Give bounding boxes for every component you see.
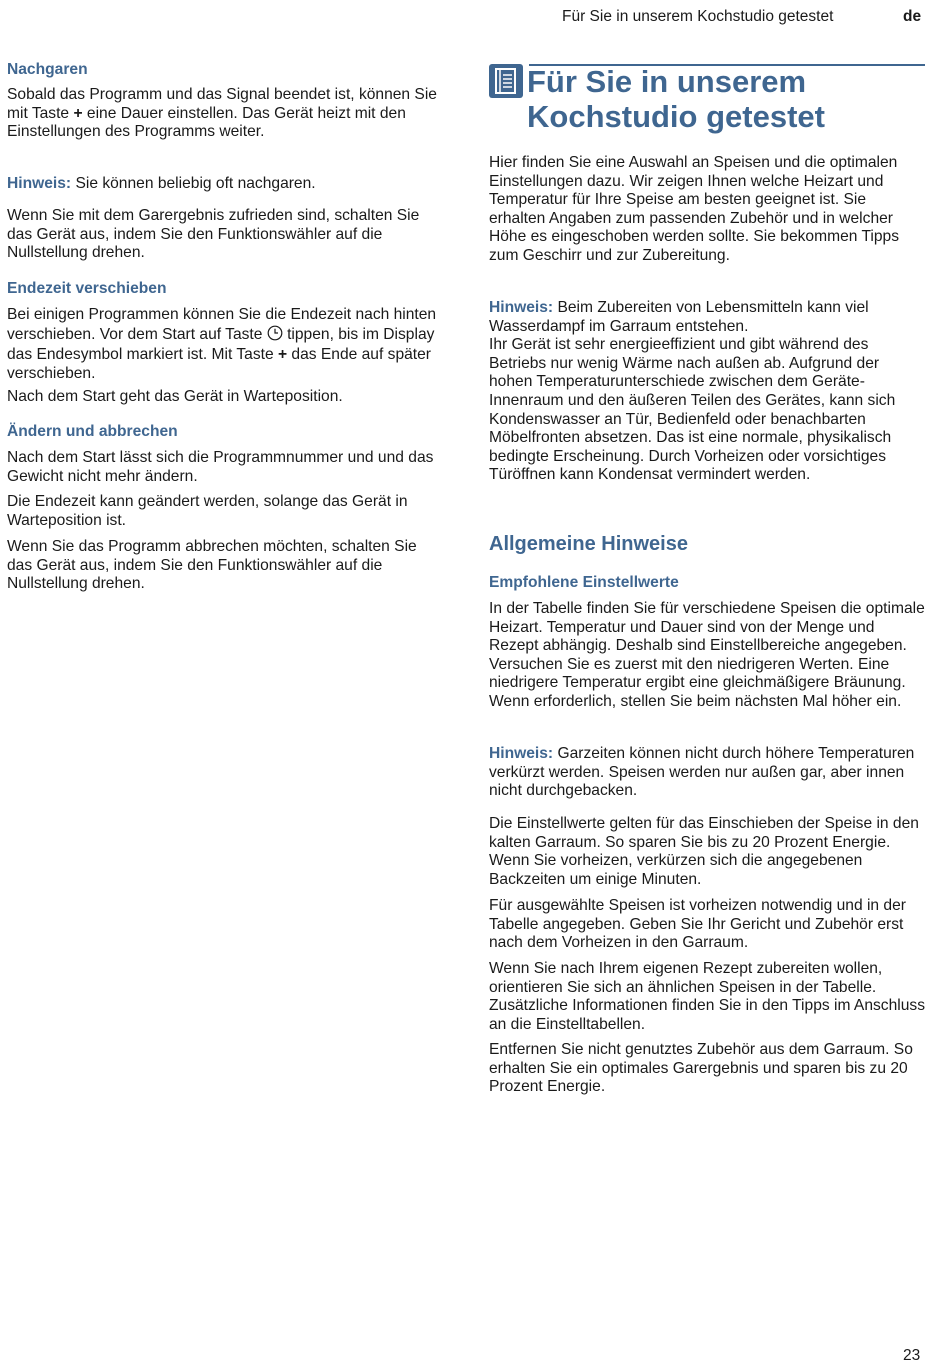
nachgaren-paragraph-2: Wenn Sie mit dem Garergebnis zufrieden sind, schalten Sie das Gerät aus, indem Sie den Funktionswähler auf die Nullstellung drehen. [7, 207, 420, 262]
section-title: Allgemeine Hinweise [489, 533, 688, 555]
page-number: 23 [903, 1347, 921, 1364]
language-code: de [903, 8, 922, 25]
sub-heading-einstellwerte: Empfohlene Einstellwerte [489, 574, 679, 591]
nachgaren-hint: Hinweis: Sie können beliebig oft nachgaren. [7, 175, 316, 192]
einstellwerte-paragraph-2: Die Einstellwerte gelten für das Einschieben der Speise in den kalten Garraum. So sparen Sie bis zu 20 Prozent Energie. Wenn Sie vorheizen, verkürzen sich die angegebenen Backzeiten um einige Minuten. [489, 815, 919, 888]
einstellwerte-paragraph-3: Für ausgewählte Speisen ist vorheizen notwendig und in der Tabelle angegeben. Geben Sie Ihr Gericht und Zubehör erst nach dem Vorheizen in den Garraum. [489, 897, 906, 952]
running-title: Für Sie in unserem Kochstudio getestet [562, 8, 834, 25]
hint-steam: Hinweis: Beim Zubereiten von Lebensmitteln kann viel Wasserdampf im Garraum entstehen. Ihr Gerät ist sehr energieeffizient und gibt während des Betriebs nur wenig Wärme nach außen ab. Aufgrund der hohen Temperaturunterschiede zwischen dem Geräte-Innenraum und den äußeren Teilen des Gerätes, kann sich Kondenswasser an Tür, Bedienfeld oder benachbarten Möbelfronten absetzen. Das ist eine normale, physikalisch bedingte Erscheinung. Durch Vorheizen oder vorsichtiges Türöffnen kann Kondensat vermindert werden. [489, 299, 896, 484]
page-header [0, 0, 950, 32]
einstellwerte-paragraph-4: Wenn Sie nach Ihrem eigenen Rezept zubereiten wollen, orientieren Sie sich an ähnlichen Speisen in der Tabelle. Zusätzliche Informationen finden Sie in den Tipps im Anschluss an die Einstelltabellen. [489, 960, 925, 1033]
heading-aendern: Ändern und abbrechen [7, 423, 178, 440]
endezeit-paragraph-2: Nach dem Start geht das Gerät in Warteposition. [7, 388, 343, 405]
clock-icon [267, 325, 283, 347]
heading-nachgaren: Nachgaren [7, 61, 88, 78]
aendern-paragraph-1: Nach dem Start lässt sich die Programmnummer und und das Gewicht nicht mehr ändern. [7, 449, 434, 485]
endezeit-paragraph-1: Bei einigen Programmen können Sie die Endezeit nach hinten verschieben. Vor dem Start auf Taste tippen, bis im Display das Endesymbol markiert ist. Mit Taste + das Ende auf später verschieben. [7, 306, 437, 382]
book-icon [489, 64, 523, 98]
aendern-paragraph-2: Die Endezeit kann geändert werden, solange das Gerät in Warteposition ist. [7, 493, 408, 529]
intro-paragraph: Hier finden Sie eine Auswahl an Speisen und die optimalen Einstellungen dazu. Wir zeigen Ihnen welche Heizart und Temperatur für Ihre Speise am besten geeignet ist. Sie erhalten Angaben zum passenden Zubehör und in welcher Höhe es eingeschoben werden sollte. Sie bekommen Tipps zum Geschirr und zur Zubereitung. [489, 154, 900, 264]
einstellwerte-paragraph-5: Entfernen Sie nicht genutztes Zubehör aus dem Garraum. So erhalten Sie ein optimales Garergebnis und sparen bis zu 20 Prozent Energie. [489, 1041, 913, 1096]
hint-garzeiten: Hinweis: Garzeiten können nicht durch höhere Temperaturen verkürzt werden. Speisen werden nur außen gar, aber innen nicht durchgebacken. [489, 745, 915, 800]
aendern-paragraph-3: Wenn Sie das Programm abbrechen möchten, schalten Sie das Gerät aus, indem Sie den Funktionswähler auf die Nullstellung drehen. [7, 538, 417, 593]
nachgaren-paragraph-1: Sobald das Programm und das Signal beendet ist, können Sie mit Taste + eine Dauer einstellen. Das Gerät heizt mit den Einstellungen des Programms weiter. [7, 86, 437, 141]
heading-endezeit: Endezeit verschieben [7, 280, 167, 297]
einstellwerte-paragraph-1: In der Tabelle finden Sie für verschiedene Speisen die optimale Heizart. Temperatur und Dauer sind von der Menge und Rezept abhängig. Deshalb sind Einstellbereiche angegeben. Versuchen Sie es zuerst mit den niedrigeren Werten. Eine niedrigere Temperatur ergibt eine gleichmäßigere Bräunung. Wenn erforderlich, stellen Sie beim nächsten Mal höher ein. [489, 600, 925, 710]
page-title: Für Sie in unserem Kochstudio getestet [527, 64, 825, 134]
